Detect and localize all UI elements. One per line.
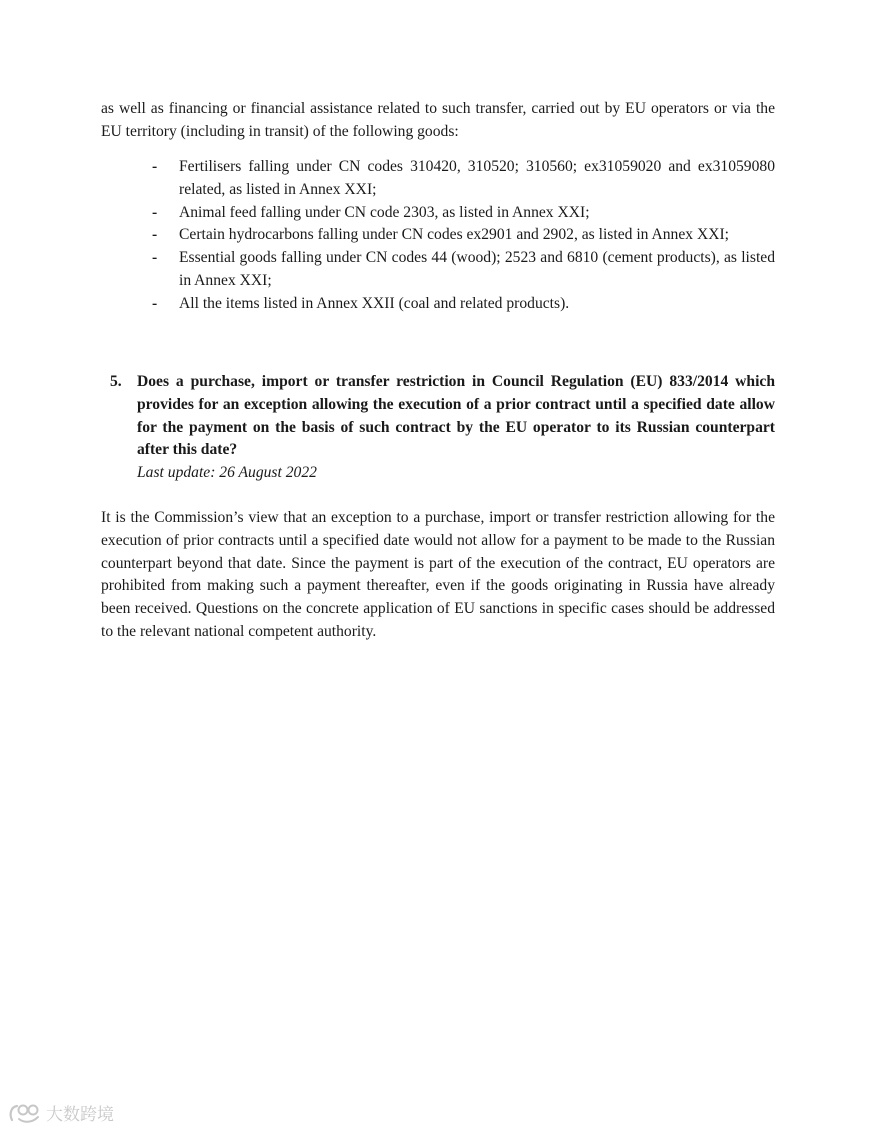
goods-list	[150, 156, 775, 316]
bullet-dash: -	[152, 203, 158, 221]
list-item	[150, 247, 775, 293]
question-block	[110, 371, 775, 485]
last-update-note: Last update: 26 August 2022	[137, 464, 317, 482]
question-number: 5.	[110, 373, 122, 390]
watermark-logo-icon	[8, 1102, 42, 1124]
watermark-text: 大数跨境	[46, 1105, 114, 1125]
bullet-dash: -	[152, 294, 158, 312]
list-item-text: Animal feed falling under CN code 2303, as listed in Annex XXI;	[179, 203, 590, 221]
intro-paragraph: as well as financing or financial assistance related to such transfer, carried out by EU operators or via the EU territory (including in transit) of the following goods:	[101, 100, 775, 140]
list-item-text: All the items listed in Annex XXII (coal and related products).	[179, 294, 570, 312]
list-item	[150, 224, 775, 247]
list-item	[150, 156, 775, 202]
bullet-dash: -	[152, 158, 158, 175]
list-item	[150, 202, 775, 225]
bullet-dash: -	[152, 249, 158, 267]
list-item-text: Essential goods falling under CN codes 44 (wood); 2523 and 6810 (cement products), as listed in Annex XXI;	[179, 249, 775, 289]
list-item	[150, 293, 775, 316]
question-heading: Does a purchase, import or transfer restriction in Council Regulation (EU) 833/2014 which provides for an exception allowing the execution of a prior contract until a specified date allow for the payment on the basis of such contract by the EU operator to its Russian counterpart after this date?	[137, 373, 775, 459]
list-item-text: Certain hydrocarbons falling under CN codes ex2901 and 2902, as listed in Annex XXI;	[179, 226, 729, 244]
watermark	[8, 1100, 114, 1125]
list-item-text: Fertilisers falling under CN codes 310420, 310520; 310560; ex31059020 and ex31059080 related, as listed in Annex XXI;	[179, 158, 775, 198]
bullet-dash: -	[152, 226, 158, 244]
answer-paragraph: It is the Commission’s view that an exception to a purchase, import or transfer restriction allowing for the execution of prior contracts until a specified date would not allow for a payment to be made to the Russian counterpart beyond that date. Since the payment is part of the execution of the contract, EU operators are prohibited from making such a payment thereafter, even if the goods originating in Russia have already been received. Questions on the concrete application of EU sanctions in specific cases should be addressed to the relevant national competent authority.	[101, 509, 775, 640]
